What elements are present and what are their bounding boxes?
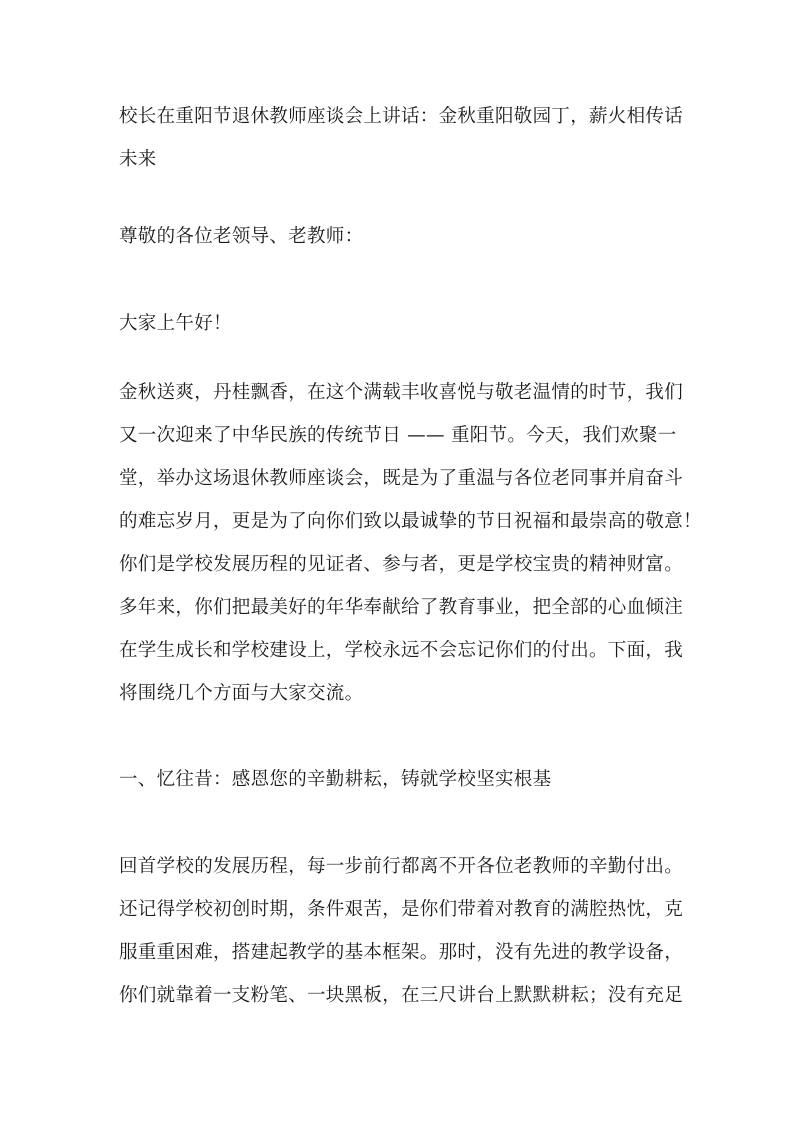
paragraph-line: 在学生成长和学校建设上，学校永远不会忘记你们的付出。下面，我 — [119, 640, 684, 661]
document-title — [119, 95, 689, 181]
title-line: 校长在重阳节退休教师座谈会上讲话：金秋重阳敬园丁，薪火相传话 — [119, 106, 684, 127]
intro-paragraph — [119, 371, 702, 715]
greeting — [119, 302, 689, 345]
paragraph-line: 多年来，你们把最美好的年华奉献给了教育事业，把全部的心血倾注 — [119, 597, 684, 618]
paragraph-line: 金秋送爽，丹桂飘香，在这个满载丰收喜悦与敬老温情的时节，我们 — [119, 382, 684, 403]
section-heading-text: 一、忆往昔：感恩您的辛勤耕耘，铸就学校坚实根基 — [119, 769, 552, 790]
paragraph-line: 你们就靠着一支粉笔、一块黑板，在三尺讲台上默默耕耘；没有充足 — [119, 985, 684, 1006]
paragraph-line: 又一次迎来了中华民族的传统节日 —— 重阳节。今天，我们欢聚一 — [119, 425, 677, 446]
paragraph-line: 服重重困难，搭建起教学的基本框架。那时，没有先进的教学设备， — [119, 942, 684, 963]
paragraph-line: 还记得学校初创时期，条件艰苦，是你们带着对教育的满腔热忱，克 — [119, 899, 684, 920]
title-line: 未来 — [119, 149, 157, 170]
paragraph-line: 将围绕几个方面与大家交流。 — [119, 683, 364, 704]
paragraph-line: 堂，举办这场退休教师座谈会，既是为了重温与各位老同事并肩奋斗 — [119, 468, 684, 489]
section-1-paragraph — [119, 845, 689, 1017]
greeting-text: 大家上午好！ — [119, 313, 232, 334]
paragraph-line: 回首学校的发展历程，每一步前行都离不开各位老教师的辛勤付出。 — [119, 856, 684, 877]
section-1-heading — [119, 758, 689, 801]
salutation — [119, 215, 689, 258]
salutation-text: 尊敬的各位老领导、老教师： — [119, 226, 364, 247]
paragraph-line: 的难忘岁月，更是为了向你们致以最诚挚的节日祝福和最崇高的敬意！ — [119, 511, 702, 532]
paragraph-line: 你们是学校发展历程的见证者、参与者，更是学校宝贵的精神财富。 — [119, 554, 684, 575]
